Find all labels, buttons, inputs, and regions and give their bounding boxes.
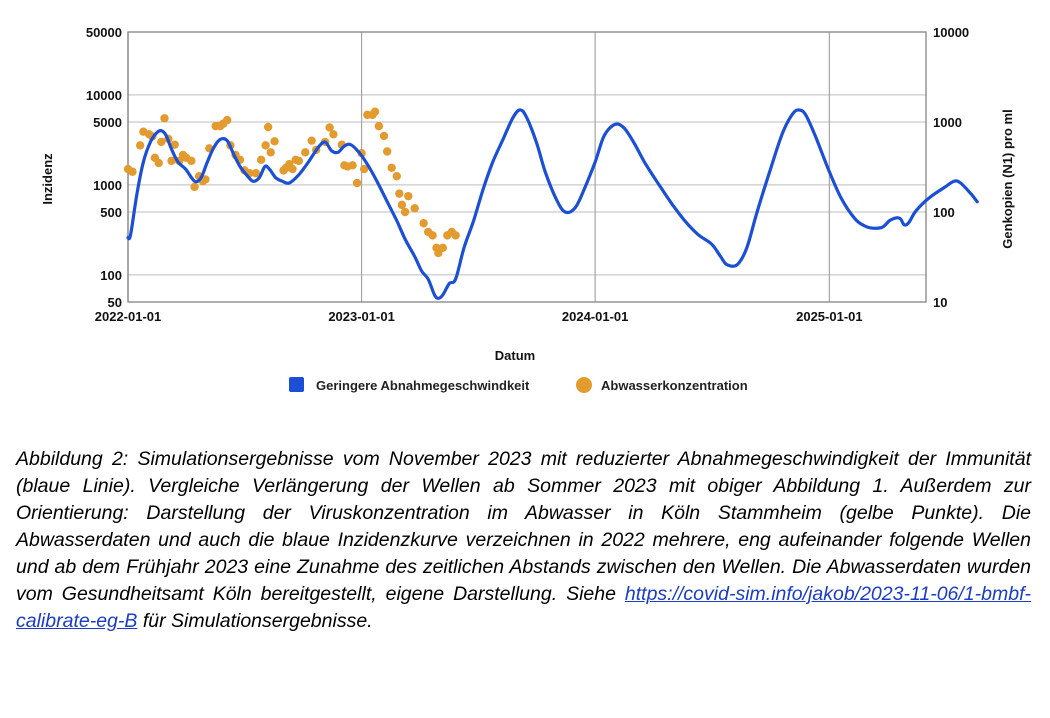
x-axis-title: Datum xyxy=(494,348,536,363)
abwasser-point xyxy=(451,231,459,239)
abwasser-point xyxy=(307,136,315,144)
caption-text: Abbildung 2: Simulationsergebnisse vom November 2023 mit reduzierter Abnahmegeschwindigkeit der Immunität (blaue Linie). Vergleiche Verlängerung der Wellen ab Sommer 2023 mit obiger Abbildung 1. Außerdem zur Orientierung: Darstellung der Viruskonzentration im Abwasser in Köln Stammheim (gelbe Punkte). Die Abwasserdaten und auch die blaue Inzidenzkurve verzeichnen in 2022 mehrere, eng aufeinander folgende Wellen und ab dem Frühjahr 2023 eine Zunahme des zeitlichen Abstands zwischen den Wellen. Die Abwasserdaten wurden vom Gesundheitsamt Köln bereitgestellt, eigene Darstellung. Siehe xyxy=(16,448,1031,605)
abwasser-point xyxy=(428,231,436,239)
abwasser-point xyxy=(410,204,418,212)
y2-tick-label: 10 xyxy=(933,295,948,310)
abwasser-point xyxy=(187,157,195,165)
abwasser-point xyxy=(223,116,231,124)
abwasser-point xyxy=(380,132,388,140)
caption-suffix: für Simulationsergebnisse. xyxy=(142,610,373,632)
legend-label-line: Geringere Abnahmegeschwindkeit xyxy=(316,378,530,393)
abwasser-point xyxy=(257,156,265,164)
grid-layer xyxy=(128,32,926,302)
y-tick-label: 50 xyxy=(107,295,122,310)
legend-label-scatter: Abwasserkonzentration xyxy=(601,378,748,393)
abwasser-point xyxy=(261,141,269,149)
y-tick-label: 500 xyxy=(100,205,122,220)
abwasser-point xyxy=(353,179,361,187)
abwasser-point xyxy=(401,208,409,216)
abwasser-point xyxy=(264,123,272,131)
abwasser-point xyxy=(439,244,447,252)
abwasser-point xyxy=(136,141,144,149)
y-tick-label: 10000 xyxy=(85,87,122,103)
figure-caption xyxy=(16,446,1031,635)
abwasser-point xyxy=(375,122,383,130)
y-axis-title: Inzidenz xyxy=(40,153,55,205)
y2-tick-label: 1000 xyxy=(933,115,962,130)
abwasser-point xyxy=(155,159,163,167)
x-tick-label: 2024-01-01 xyxy=(561,309,629,324)
abwasser-point xyxy=(301,148,309,156)
abwasser-point xyxy=(419,219,427,227)
caption-link[interactable]: https://covid-sim.info/jakob/2023-11-06/1-bmbf-calibrate-eg-B xyxy=(16,583,1031,632)
abwasser-point xyxy=(329,130,337,138)
x-tick-label: 2025-01-01 xyxy=(796,309,863,324)
plot-frame xyxy=(128,32,926,302)
abwasser-point xyxy=(128,168,136,176)
abwasser-point xyxy=(295,157,303,165)
y-tick-label: 50000 xyxy=(85,25,122,40)
abwasser-point xyxy=(387,164,395,172)
y-tick-label: 1000 xyxy=(93,177,122,193)
abwasser-point xyxy=(393,172,401,180)
abwasser-point xyxy=(395,189,403,197)
y-tick-label: 5000 xyxy=(93,115,122,130)
legend-swatch-line xyxy=(289,377,304,392)
x-tick-label: 2023-01-01 xyxy=(328,309,395,324)
series-layer xyxy=(124,108,977,299)
abwasser-point xyxy=(404,192,412,200)
legend-swatch-scatter xyxy=(576,377,592,393)
y2-tick-label: 10000 xyxy=(933,25,970,40)
legend xyxy=(289,377,748,393)
inzidenz-line xyxy=(128,110,977,298)
y2-axis-title: Genkopien (N1) pro ml xyxy=(1000,109,1015,249)
abwasser-point xyxy=(190,183,198,191)
y2-tick-label: 100 xyxy=(933,205,955,220)
abwasser-point xyxy=(267,148,275,156)
abwasser-point xyxy=(288,165,296,173)
y-tick-label: 100 xyxy=(100,267,122,283)
abwasser-point xyxy=(348,161,356,169)
abwasser-point xyxy=(160,114,168,122)
abwasser-point xyxy=(371,108,379,116)
abwasser-point xyxy=(383,147,391,155)
x-tick-label: 2022-01-01 xyxy=(94,309,162,324)
abwasser-point xyxy=(270,137,278,145)
axis-layer xyxy=(40,25,1015,363)
